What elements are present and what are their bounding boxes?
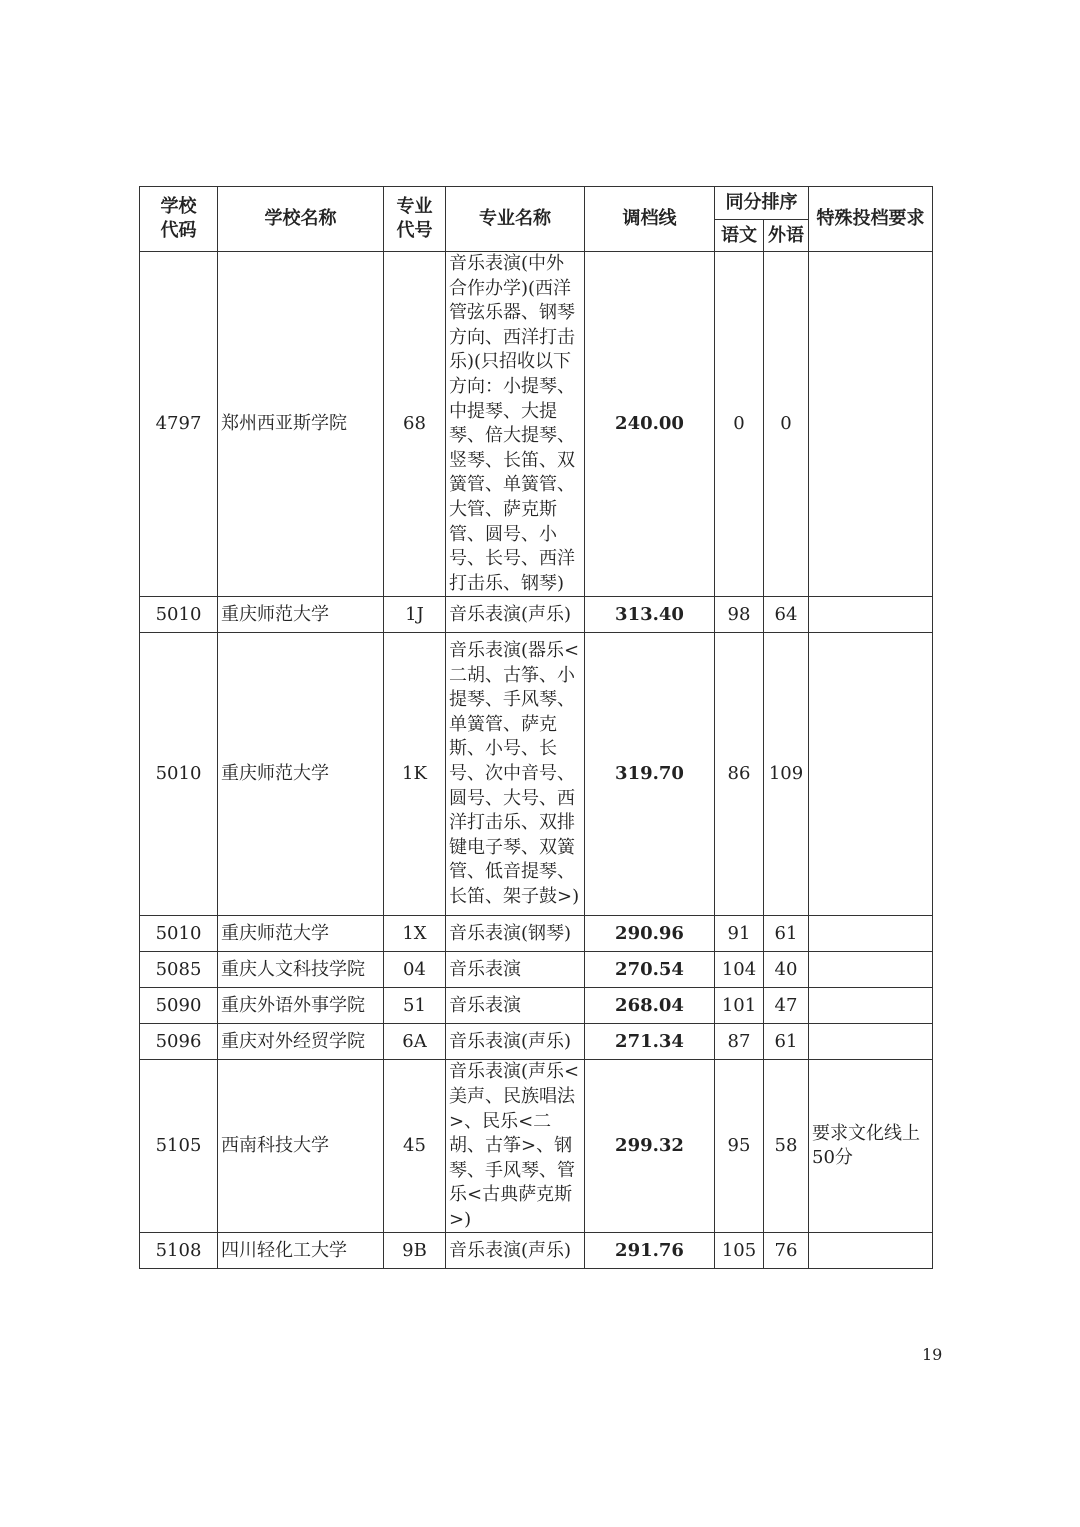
- cutoff-cell: 313.40: [585, 597, 715, 633]
- table-row: [140, 1233, 933, 1269]
- major-name-cell: 音乐表演(中外合作办学)(西洋管弦乐器、钢琴方向、西洋打击乐)(只招收以下方向：小提琴、中提琴、大提琴、倍大提琴、竖琴、长笛、双簧管、单簧管、大管、萨克斯管、圆号、小号、长号、西洋打击乐、钢琴): [446, 252, 585, 597]
- table-row: [140, 988, 933, 1024]
- school-code-cell: 5010: [140, 916, 218, 952]
- foreign-rank-cell: 61: [764, 1024, 809, 1060]
- cutoff-cell: 299.32: [585, 1060, 715, 1233]
- school-code-cell: 5010: [140, 597, 218, 633]
- cutoff-cell: 270.54: [585, 952, 715, 988]
- major-code-cell: 9B: [384, 1233, 446, 1269]
- cutoff-cell: 240.00: [585, 252, 715, 597]
- major-name-cell: 音乐表演(声乐): [446, 1024, 585, 1060]
- header-foreign: 外语: [764, 220, 809, 252]
- page-number: 19: [922, 1345, 943, 1364]
- table-row: [140, 633, 933, 916]
- special-requirement-cell: [809, 916, 933, 952]
- school-name-cell: 重庆对外经贸学院: [218, 1024, 384, 1060]
- major-code-cell: 1J: [384, 597, 446, 633]
- special-requirement-cell: [809, 597, 933, 633]
- school-name-cell: 重庆师范大学: [218, 597, 384, 633]
- special-requirement-cell: 要求文化线上50分: [809, 1060, 933, 1233]
- table-row: [140, 597, 933, 633]
- major-name-cell: 音乐表演(声乐): [446, 1233, 585, 1269]
- chinese-rank-cell: 0: [715, 252, 764, 597]
- major-code-cell: 1K: [384, 633, 446, 916]
- school-name-cell: 西南科技大学: [218, 1060, 384, 1233]
- cutoff-cell: 290.96: [585, 916, 715, 952]
- chinese-rank-cell: 98: [715, 597, 764, 633]
- cutoff-cell: 271.34: [585, 1024, 715, 1060]
- school-name-cell: 郑州西亚斯学院: [218, 252, 384, 597]
- school-name-cell: 重庆外语外事学院: [218, 988, 384, 1024]
- school-code-cell: 5090: [140, 988, 218, 1024]
- special-requirement-cell: [809, 988, 933, 1024]
- major-code-cell: 51: [384, 988, 446, 1024]
- special-requirement-cell: [809, 633, 933, 916]
- admission-table: [139, 186, 933, 1269]
- chinese-rank-cell: 86: [715, 633, 764, 916]
- header-major-code: 专业代号: [384, 187, 446, 252]
- foreign-rank-cell: 64: [764, 597, 809, 633]
- header-major-name: 专业名称: [446, 187, 585, 252]
- school-name-cell: 重庆师范大学: [218, 916, 384, 952]
- chinese-rank-cell: 95: [715, 1060, 764, 1233]
- special-requirement-cell: [809, 252, 933, 597]
- major-name-cell: 音乐表演(声乐): [446, 597, 585, 633]
- school-name-cell: 重庆人文科技学院: [218, 952, 384, 988]
- table-row: [140, 916, 933, 952]
- foreign-rank-cell: 47: [764, 988, 809, 1024]
- foreign-rank-cell: 0: [764, 252, 809, 597]
- header-chinese: 语文: [715, 220, 764, 252]
- major-name-cell: 音乐表演: [446, 988, 585, 1024]
- cutoff-cell: 319.70: [585, 633, 715, 916]
- table-row: [140, 1024, 933, 1060]
- major-name-cell: 音乐表演(声乐<美声、民族唱法>、民乐<二胡、古筝>、钢琴、手风琴、管乐<古典萨克斯>): [446, 1060, 585, 1233]
- table-row: [140, 1060, 933, 1233]
- chinese-rank-cell: 104: [715, 952, 764, 988]
- foreign-rank-cell: 58: [764, 1060, 809, 1233]
- school-code-cell: 4797: [140, 252, 218, 597]
- school-code-cell: 5096: [140, 1024, 218, 1060]
- chinese-rank-cell: 101: [715, 988, 764, 1024]
- cutoff-cell: 291.76: [585, 1233, 715, 1269]
- foreign-rank-cell: 61: [764, 916, 809, 952]
- foreign-rank-cell: 40: [764, 952, 809, 988]
- foreign-rank-cell: 109: [764, 633, 809, 916]
- header-cutoff: 调档线: [585, 187, 715, 252]
- header-school-name: 学校名称: [218, 187, 384, 252]
- school-name-cell: 四川轻化工大学: [218, 1233, 384, 1269]
- header-special: 特殊投档要求: [809, 187, 933, 252]
- major-name-cell: 音乐表演(器乐<二胡、古筝、小提琴、手风琴、单簧管、萨克斯、小号、长号、次中音号、圆号、大号、西洋打击乐、双排键电子琴、双簧管、低音提琴、长笛、架子鼓>): [446, 633, 585, 916]
- foreign-rank-cell: 76: [764, 1233, 809, 1269]
- major-code-cell: 45: [384, 1060, 446, 1233]
- school-code-cell: 5108: [140, 1233, 218, 1269]
- header-school-code: 学校代码: [140, 187, 218, 252]
- cutoff-cell: 268.04: [585, 988, 715, 1024]
- school-name-cell: 重庆师范大学: [218, 633, 384, 916]
- table-row: [140, 252, 933, 597]
- table-row: [140, 952, 933, 988]
- major-code-cell: 04: [384, 952, 446, 988]
- school-code-cell: 5010: [140, 633, 218, 916]
- major-code-cell: 6A: [384, 1024, 446, 1060]
- major-name-cell: 音乐表演(钢琴): [446, 916, 585, 952]
- school-code-cell: 5105: [140, 1060, 218, 1233]
- special-requirement-cell: [809, 952, 933, 988]
- chinese-rank-cell: 105: [715, 1233, 764, 1269]
- chinese-rank-cell: 87: [715, 1024, 764, 1060]
- major-code-cell: 68: [384, 252, 446, 597]
- special-requirement-cell: [809, 1233, 933, 1269]
- special-requirement-cell: [809, 1024, 933, 1060]
- major-code-cell: 1X: [384, 916, 446, 952]
- chinese-rank-cell: 91: [715, 916, 764, 952]
- major-name-cell: 音乐表演: [446, 952, 585, 988]
- school-code-cell: 5085: [140, 952, 218, 988]
- header-tie-rank: 同分排序: [715, 187, 809, 220]
